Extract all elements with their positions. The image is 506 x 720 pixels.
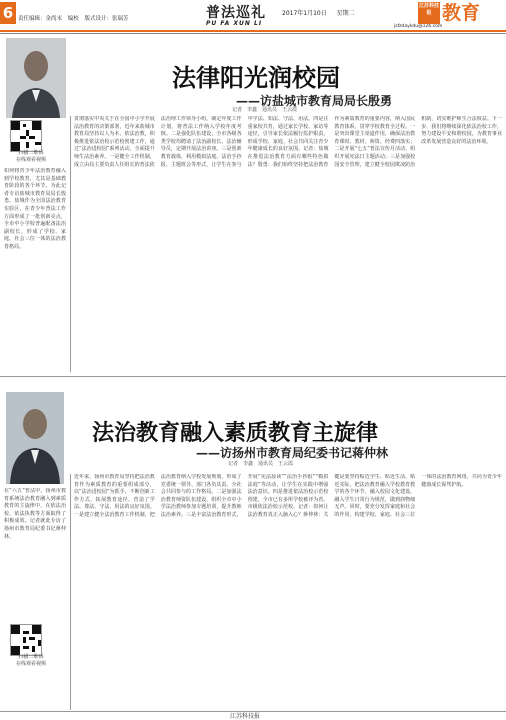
article2-byline: 记者 李鑫 通讯员 王云霞 (228, 461, 294, 467)
header-rule-thin (0, 33, 506, 34)
qr-code-icon (11, 121, 41, 151)
date-line: 2017年1月10日 (282, 10, 327, 17)
column-divider (70, 116, 71, 372)
weekday: 星期二 (336, 10, 355, 17)
article2-title: 法治教育融入素质教育主旋律 (92, 420, 379, 446)
qr-code-icon (11, 625, 41, 655)
header-rule (0, 30, 506, 32)
designer-label: 版式设计：张瑞芳 (84, 16, 129, 22)
article2-qr-caption: 扫描二维码 在线观看视频 (15, 654, 46, 667)
section-brand (418, 2, 502, 24)
article2-body: 近年来，扬州市教育局坚持把法治教育作为素质教育的重要组成部分，以“法治进校园”为抓手，不断创新工作方式，拓展教育途径，营造了学法、尊法、守法、用法的良好氛围。一是建立健全法治教育工作机制，把法治教育纳入学校发展规划，形成了党委统一领导、部门各负其责、全社会共同参与的工作格局。二是加强法治教育师资队伍建设，组织全市中小学法治教师参加专题培训，提升教师法治素养。三是丰富法治教育形式，开展“宪法晨读”“法治手抄报”“模拟法庭”等活动，让学生在实践中增强法治意识。四是推进依法治校示范校创建，全市已有多所学校被评为省、市级依法治校示范校。记者：如何让法治教育真正入脑入心？蒋仲林：关键是要坚持贴近学生、贴近生活、贴近实际，把法治教育融入学校教育教学的各个环节，融入校园文化建设，融入学生日常行为规范，做到润物细无声。同时，要充分发挥家庭和社会的作用，构建学校、家庭、社会三位一体的法治教育网络，共同为青少年健康成长保驾护航。 (74, 474, 502, 518)
article2-intro: 在“六五”普法中，扬州市教育系统法治教育融入到素质教育的主旋律中，在依法治校、依法执教等方面取得了积极成效。记者就此专访了扬州市教育局纪委书记蒋仲林。 (4, 488, 66, 540)
masthead-credits (18, 14, 193, 25)
article1-intro: 如何将青少年法治教育融入到学校教育，尤其是基础教育阶段的各个环节，为此记者专访盐城市教育局局长殷勇。盐城作为全国法治教育实验区，在青少年普法工作方面形成了一批创新亮点，全市中小学校普遍配备法治副校长，形成了学校、家庭、社会三位一体的法治教育格局。 (4, 168, 66, 250)
article1-title: 法律阳光润校园 (172, 63, 340, 92)
portrait-silhouette-icon (6, 392, 64, 484)
column-divider (70, 474, 71, 710)
article2-portrait (6, 392, 64, 484)
brand-word: 教育 (442, 2, 481, 24)
article1-portrait (6, 38, 66, 118)
column-title: 普法巡礼 (206, 5, 266, 21)
contact-email: jsfzdaykdu@126.com (394, 24, 443, 29)
brand-logo: 江苏科技报 (418, 2, 440, 24)
portrait-silhouette-icon (6, 38, 66, 118)
article1-body: 贯彻落实中央关于在全国中小学开展法治教育的决策部署，近年来盐城市教育局坚持以人为本、依法治教，积极推进依法治校示范校创建工作，通过“法治进校园”系列活动，全面提升师生法治素养。一是健全工作机制，成立由局主要负责人任组长的普法依法治理工作领导小组，制定年度工作计划，将普法工作纳入学校年度考核。二是强化队伍建设，全市各级各类学校均聘请了法治副校长、法治辅导员，定期开展法治讲座。三是创新教育载体，利用模拟法庭、法治手抄报、主题班会等形式，让学生在参与中学法、知法、守法、用法。四是注重家校共育，通过家长学校、家访等途径，引导家长依法履行监护职责，形成学校、家庭、社会共同关注青少年健康成长的良好氛围。记者：盐城在推进法治教育方面有哪些特色做法？殷勇：我们始终坚持把法治教育作为素质教育的重要内容，纳入国民教育体系，贯穿学校教育全过程。一是突出课堂主渠道作用，确保法治教育课时、教材、师资、经费四落实；二是开展“七五”普法宣传月活动，组织开展宪法日主题活动；三是加强校园安全管理，建立健全校园欺凌防治机制，切实维护师生合法权益。下一步，我们将继续深化依法治校工作，努力建设平安和谐校园，为教育事业改革发展营造良好的法治环境。 (74, 116, 502, 168)
article2-subtitle: ——访扬州市教育局纪委书记蒋仲林 (196, 446, 389, 460)
page-number: 6 (0, 2, 16, 24)
proof-label: 编校 (67, 16, 79, 22)
article1-byline: 记者 李鑫 通讯员 王云霞 (232, 107, 298, 113)
issue-date (282, 8, 355, 17)
footer-text: 江苏科技报 (230, 713, 261, 720)
article1-qr-caption: 扫描二维码 在线观看视频 (15, 150, 46, 163)
editor-label: 责任编辑：金尚末 (18, 16, 63, 22)
article2-qr-code[interactable] (10, 624, 42, 656)
article-separator (0, 376, 506, 377)
article1-subtitle: ——访盐城市教育局局长殷勇 (236, 94, 393, 108)
column-subtitle: PU FA XUN LI (206, 20, 263, 27)
article1-qr-code[interactable] (10, 120, 42, 152)
